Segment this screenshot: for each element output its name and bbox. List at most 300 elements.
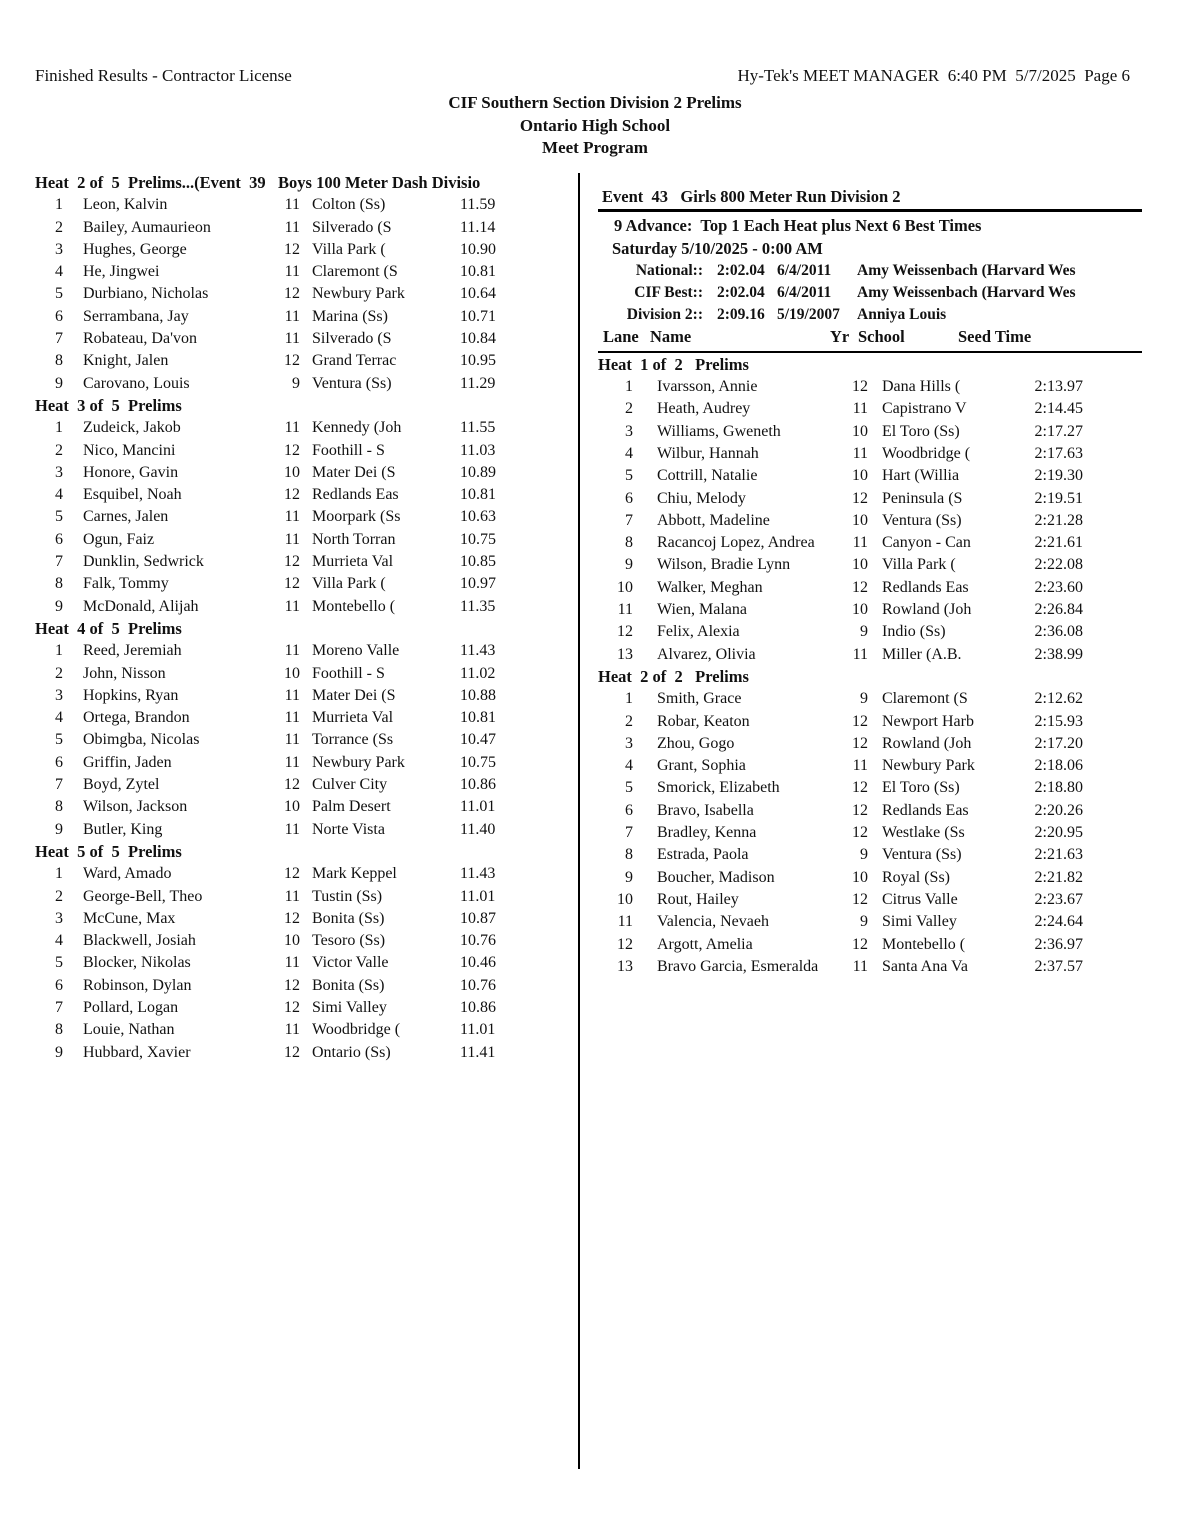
seed-time: 10.86	[460, 776, 496, 794]
heat-title: Heat 3 of 5 Prelims	[35, 395, 182, 415]
seed-time: 10.89	[460, 463, 496, 481]
school-name: Montebello (	[882, 935, 966, 953]
seed-time: 2:36.97	[1034, 935, 1083, 953]
school-name: Bonita (Ss)	[312, 909, 385, 927]
seed-time: 2:15.93	[1034, 712, 1083, 730]
table-row	[598, 644, 1142, 666]
school-name: Rowland (Joh	[882, 601, 972, 619]
athlete-name: Pollard, Logan	[83, 998, 179, 1016]
lane-number: 8	[55, 798, 63, 816]
event-header-rule	[598, 209, 1142, 212]
athlete-year: 11	[852, 757, 868, 775]
athlete-year: 12	[284, 909, 300, 927]
athlete-name: Louie, Nathan	[83, 1021, 175, 1039]
table-row	[35, 551, 579, 573]
school-name: Colton (Ss)	[312, 196, 386, 214]
lane-number: 5	[55, 731, 63, 749]
table-row	[35, 328, 579, 350]
athlete-year: 12	[852, 489, 868, 507]
school-name: North Torran	[312, 530, 396, 548]
lane-number: 4	[625, 444, 633, 462]
seed-time: 2:21.61	[1034, 534, 1083, 552]
table-row	[35, 239, 579, 261]
seed-time: 10.76	[460, 932, 496, 950]
athlete-name: McCune, Max	[83, 909, 176, 927]
seed-time: 10.88	[460, 686, 496, 704]
athlete-name: Knight, Jalen	[83, 352, 169, 370]
lane-number: 1	[625, 690, 633, 708]
lane-number: 9	[55, 820, 63, 838]
lane-number: 6	[55, 753, 63, 771]
lane-number: 12	[617, 935, 633, 953]
lane-number: 8	[55, 1021, 63, 1039]
athlete-name: Blackwell, Josiah	[83, 932, 196, 950]
table-row	[598, 532, 1142, 554]
school-name: Simi Valley	[312, 998, 387, 1016]
lane-number: 1	[55, 865, 63, 883]
school-name: Marina (Ss)	[312, 307, 388, 325]
seed-time: 11.14	[460, 218, 496, 236]
seed-time: 10.97	[460, 575, 496, 593]
school-name: Indio (Ss)	[882, 623, 946, 641]
athlete-year: 12	[852, 824, 868, 842]
athlete-name: Blocker, Nikolas	[83, 954, 191, 972]
school-name: Newbury Park	[312, 753, 405, 771]
table-row	[35, 1042, 579, 1064]
table-row	[35, 796, 579, 818]
athlete-name: Bradley, Kenna	[657, 824, 757, 842]
athlete-name: Ogun, Faiz	[83, 530, 155, 548]
lane-number: 3	[625, 422, 633, 440]
table-header-rule	[598, 351, 1142, 353]
seed-time: 2:21.82	[1034, 868, 1083, 886]
athlete-year: 11	[284, 419, 300, 437]
table-row	[598, 867, 1142, 889]
table-row	[35, 506, 579, 528]
athlete-name: Carovano, Louis	[83, 374, 190, 392]
school-name: Norte Vista	[312, 820, 385, 838]
seed-time: 2:13.97	[1034, 378, 1083, 396]
lane-number: 4	[55, 486, 63, 504]
table-row	[35, 417, 579, 439]
athlete-year: 11	[284, 218, 300, 236]
athlete-name: Durbiano, Nicholas	[83, 285, 209, 303]
athlete-name: Estrada, Paola	[657, 846, 749, 864]
seed-time: 2:36.08	[1034, 623, 1083, 641]
record-holder: Anniya Louis	[857, 306, 947, 324]
athlete-name: Racancoj Lopez, Andrea	[657, 534, 815, 552]
school-name: Moorpark (Ss	[312, 508, 401, 526]
table-row	[598, 599, 1142, 621]
athlete-year: 10	[284, 798, 300, 816]
athlete-year: 11	[852, 957, 868, 975]
athlete-name: Obimgba, Nicolas	[83, 731, 200, 749]
seed-time: 2:22.08	[1034, 556, 1083, 574]
school-name: Redlands Eas	[312, 486, 399, 504]
event-header: Event 43 Girls 800 Meter Run Division 2	[602, 187, 901, 206]
school-name: Ventura (Ss)	[882, 846, 962, 864]
athlete-name: Griffin, Jaden	[83, 753, 172, 771]
table-row	[35, 752, 579, 774]
athlete-year: 11	[284, 307, 300, 325]
lane-number: 5	[625, 467, 633, 485]
athlete-name: Zhou, Gogo	[657, 734, 735, 752]
table-row	[35, 194, 579, 216]
col-school: School	[858, 326, 905, 346]
school-name: Torrance (Ss	[312, 731, 394, 749]
school-name: Woodbridge (	[882, 444, 971, 462]
athlete-name: Chiu, Melody	[657, 489, 746, 507]
lane-number: 5	[55, 285, 63, 303]
athlete-year: 11	[284, 530, 300, 548]
athlete-year: 11	[852, 444, 868, 462]
athlete-name: Alvarez, Olivia	[657, 645, 756, 663]
table-row	[35, 663, 579, 685]
lane-number: 3	[625, 734, 633, 752]
table-row	[35, 930, 579, 952]
athlete-year: 10	[852, 868, 868, 886]
athlete-name: Wilson, Bradie Lynn	[657, 556, 791, 574]
athlete-year: 12	[284, 240, 300, 258]
athlete-name: Robar, Keaton	[657, 712, 750, 730]
athlete-name: Boyd, Zytel	[83, 776, 160, 794]
lane-number: 5	[625, 779, 633, 797]
school-name: Citrus Valle	[882, 890, 958, 908]
document-titles	[0, 92, 1190, 160]
school-name: Montebello (	[312, 597, 396, 615]
athlete-year: 12	[284, 776, 300, 794]
seed-time: 10.86	[460, 998, 496, 1016]
athlete-year: 12	[852, 890, 868, 908]
table-row	[598, 577, 1142, 599]
table-row	[35, 886, 579, 908]
seed-time: 2:18.80	[1034, 779, 1083, 797]
lane-number: 13	[617, 957, 633, 975]
table-row	[35, 819, 579, 841]
athlete-year: 11	[852, 534, 868, 552]
school-name: Rowland (Joh	[882, 734, 972, 752]
table-row	[35, 283, 579, 305]
seed-time: 2:21.63	[1034, 846, 1083, 864]
table-row	[35, 975, 579, 997]
license-text: Finished Results - Contractor License	[35, 66, 292, 85]
school-name: Westlake (Ss	[882, 824, 965, 842]
school-name: Miller (A.B.	[882, 645, 962, 663]
table-row	[598, 554, 1142, 576]
seed-time: 2:23.67	[1034, 890, 1083, 908]
school-name: Redlands Eas	[882, 578, 969, 596]
school-name: Foothill - S	[312, 441, 385, 459]
lane-number: 9	[55, 374, 63, 392]
athlete-year: 12	[852, 378, 868, 396]
athlete-name: Abbott, Madeline	[657, 511, 770, 529]
athlete-name: Hopkins, Ryan	[83, 686, 179, 704]
athlete-year: 11	[852, 400, 868, 418]
lane-number: 4	[55, 263, 63, 281]
seed-time: 10.76	[460, 976, 496, 994]
lane-number: 2	[55, 664, 63, 682]
seed-time: 2:19.30	[1034, 467, 1083, 485]
table-row	[35, 373, 579, 395]
table-row	[598, 822, 1142, 844]
seed-time: 2:20.95	[1034, 824, 1083, 842]
seed-time: 11.41	[460, 1043, 496, 1061]
heat-title: Heat 1 of 2 Prelims	[598, 354, 749, 374]
school-name: Santa Ana Va	[882, 957, 968, 975]
lane-number: 11	[617, 601, 633, 619]
record-holder: Amy Weissenbach (Harvard Wes	[857, 284, 1076, 302]
seed-time: 2:19.51	[1034, 489, 1083, 507]
lane-number: 8	[55, 352, 63, 370]
school-name: Murrieta Val	[312, 553, 394, 571]
lane-number: 13	[617, 645, 633, 663]
record-mark: 2:02.04	[717, 284, 765, 302]
athlete-name: Butler, King	[83, 820, 163, 838]
lane-number: 10	[617, 890, 633, 908]
athlete-name: Esquibel, Noah	[83, 486, 182, 504]
table-row	[35, 261, 579, 283]
col-yr: Yr	[830, 326, 850, 346]
lane-number: 2	[625, 400, 633, 418]
record-mark: 2:09.16	[717, 306, 765, 324]
app-timestamp-text: Hy-Tek's MEET MANAGER 6:40 PM 5/7/2025 Page 6	[737, 66, 1130, 85]
school-name: El Toro (Ss)	[882, 779, 960, 797]
athlete-name: Robinson, Dylan	[83, 976, 192, 994]
lane-number: 9	[55, 597, 63, 615]
table-row	[598, 733, 1142, 755]
seed-time: 2:17.63	[1034, 444, 1083, 462]
record-holder: Amy Weissenbach (Harvard Wes	[857, 261, 1076, 279]
school-name: Hart (Willia	[882, 467, 960, 485]
seed-time: 2:20.26	[1034, 801, 1083, 819]
seed-time: 10.84	[460, 330, 496, 348]
lane-number: 1	[55, 196, 63, 214]
record-row	[598, 282, 1142, 304]
athlete-name: Grant, Sophia	[657, 757, 746, 775]
athlete-year: 11	[284, 709, 300, 727]
table-row	[35, 685, 579, 707]
athlete-year: 11	[284, 820, 300, 838]
lane-number: 2	[625, 712, 633, 730]
athlete-name: Leon, Kalvin	[83, 196, 168, 214]
seed-time: 11.02	[460, 664, 496, 682]
school-name: Villa Park (	[312, 575, 386, 593]
athlete-year: 12	[284, 998, 300, 1016]
lane-number: 1	[55, 419, 63, 437]
athlete-year: 12	[852, 734, 868, 752]
athlete-year: 10	[852, 511, 868, 529]
col-lane: Lane	[603, 326, 639, 346]
lane-number: 1	[55, 642, 63, 660]
athlete-name: George-Bell, Theo	[83, 887, 203, 905]
athlete-year: 12	[284, 352, 300, 370]
col-seed-time: Seed Time	[958, 326, 1032, 346]
athlete-name: Ortega, Brandon	[83, 709, 190, 727]
table-row	[598, 755, 1142, 777]
athlete-name: Wien, Malana	[657, 601, 747, 619]
seed-time: 10.95	[460, 352, 496, 370]
seed-time: 2:14.45	[1034, 400, 1083, 418]
records-block	[598, 260, 1142, 327]
lane-number: 8	[55, 575, 63, 593]
table-row	[35, 997, 579, 1019]
lane-number: 7	[55, 553, 63, 571]
document-type: Meet Program	[542, 138, 648, 157]
athlete-year: 11	[284, 263, 300, 281]
athlete-year: 12	[284, 575, 300, 593]
athlete-name: Bravo Garcia, Esmeralda	[657, 957, 819, 975]
lane-number: 5	[55, 508, 63, 526]
lane-number: 6	[55, 976, 63, 994]
athlete-year: 12	[284, 553, 300, 571]
athlete-year: 9	[860, 623, 868, 641]
table-row	[35, 863, 579, 885]
athlete-year: 10	[284, 664, 300, 682]
lane-number: 5	[55, 954, 63, 972]
athlete-year: 9	[860, 690, 868, 708]
seed-time: 11.43	[460, 642, 496, 660]
school-name: Dana Hills (	[882, 378, 961, 396]
seed-time: 2:24.64	[1034, 913, 1083, 931]
school-name: Foothill - S	[312, 664, 385, 682]
athlete-year: 12	[852, 935, 868, 953]
school-name: Moreno Valle	[312, 642, 400, 660]
athlete-year: 10	[852, 467, 868, 485]
lane-number: 7	[625, 824, 633, 842]
athlete-name: Robateau, Da'von	[83, 330, 197, 348]
table-row	[598, 688, 1142, 710]
athlete-name: Ward, Amado	[83, 865, 172, 883]
athlete-name: Reed, Jeremiah	[83, 642, 182, 660]
school-name: Victor Valle	[312, 954, 389, 972]
school-name: Newport Harb	[882, 712, 974, 730]
seed-time: 10.75	[460, 530, 496, 548]
lane-number: 7	[55, 776, 63, 794]
athlete-year: 10	[284, 463, 300, 481]
seed-time: 10.75	[460, 753, 496, 771]
school-name: Canyon - Can	[882, 534, 971, 552]
school-name: Murrieta Val	[312, 709, 394, 727]
athlete-year: 12	[284, 976, 300, 994]
athlete-year: 12	[284, 1043, 300, 1061]
lane-number: 4	[625, 757, 633, 775]
athlete-year: 10	[852, 422, 868, 440]
athlete-year: 9	[860, 913, 868, 931]
athlete-name: Hughes, George	[83, 240, 187, 258]
lane-number: 7	[625, 511, 633, 529]
athlete-year: 9	[860, 846, 868, 864]
heat-title: Heat 4 of 5 Prelims	[35, 618, 182, 638]
seed-time: 2:37.57	[1034, 957, 1083, 975]
school-name: Claremont (S	[882, 690, 968, 708]
table-row	[598, 777, 1142, 799]
seed-time: 11.01	[460, 887, 496, 905]
lane-number: 6	[625, 801, 633, 819]
school-name: Ventura (Ss)	[882, 511, 962, 529]
school-name: Royal (Ss)	[882, 868, 950, 886]
athlete-year: 12	[284, 486, 300, 504]
record-label: CIF Best::	[634, 284, 703, 302]
seed-time: 11.01	[460, 798, 496, 816]
athlete-name: Bravo, Isabella	[657, 801, 754, 819]
athlete-year: 11	[284, 508, 300, 526]
lane-number: 9	[625, 556, 633, 574]
lane-number: 3	[55, 463, 63, 481]
lane-number: 9	[625, 868, 633, 886]
table-row	[598, 956, 1142, 978]
school-name: Mark Keppel	[312, 865, 397, 883]
seed-time: 11.40	[460, 820, 496, 838]
col-name: Name	[650, 326, 692, 346]
lane-number: 8	[625, 534, 633, 552]
athlete-name: Ivarsson, Annie	[657, 378, 758, 396]
lane-number: 2	[55, 887, 63, 905]
event-schedule: Saturday 5/10/2025 - 0:00 AM	[612, 238, 823, 258]
table-row	[35, 484, 579, 506]
seed-time: 10.64	[460, 285, 496, 303]
table-row	[598, 443, 1142, 465]
school-name: Newbury Park	[882, 757, 975, 775]
record-row	[598, 304, 1142, 326]
lane-number: 3	[55, 909, 63, 927]
lane-number: 2	[55, 218, 63, 236]
record-date: 6/4/2011	[777, 284, 832, 302]
lane-number: 6	[55, 530, 63, 548]
seed-time: 10.90	[460, 240, 496, 258]
athlete-name: Rout, Hailey	[657, 890, 739, 908]
table-row	[35, 640, 579, 662]
record-date: 6/4/2011	[777, 261, 832, 279]
school-name: Newbury Park	[312, 285, 405, 303]
athlete-name: Smith, Grace	[657, 690, 742, 708]
record-label: Division 2::	[626, 306, 703, 324]
athlete-year: 12	[284, 441, 300, 459]
seed-time: 2:18.06	[1034, 757, 1083, 775]
school-name: Mater Dei (S	[312, 686, 396, 704]
table-row	[35, 774, 579, 796]
host-school: Ontario High School	[519, 115, 671, 135]
athlete-name: He, Jingwei	[83, 263, 160, 281]
athlete-year: 12	[852, 779, 868, 797]
lane-number: 6	[55, 307, 63, 325]
event-43-heats	[598, 354, 1142, 978]
seed-time: 2:26.84	[1034, 601, 1083, 619]
record-date: 5/19/2007	[777, 306, 840, 324]
athlete-year: 10	[852, 601, 868, 619]
lane-number: 3	[55, 240, 63, 258]
lane-number: 1	[625, 378, 633, 396]
seed-time: 2:17.27	[1034, 422, 1083, 440]
athlete-year: 12	[284, 285, 300, 303]
table-row	[35, 1019, 579, 1041]
athlete-name: Serrambana, Jay	[83, 307, 189, 325]
table-row	[35, 529, 579, 551]
school-name: Capistrano V	[882, 400, 967, 418]
table-row	[35, 908, 579, 930]
record-mark: 2:02.04	[717, 261, 765, 279]
school-name: Palm Desert	[312, 798, 391, 816]
school-name: Kennedy (Joh	[312, 419, 402, 437]
athlete-year: 12	[852, 578, 868, 596]
athlete-name: Walker, Meghan	[657, 578, 763, 596]
school-name: Bonita (Ss)	[312, 976, 385, 994]
seed-time: 10.63	[460, 508, 496, 526]
athlete-name: Bailey, Aumaurieon	[83, 218, 211, 236]
athlete-name: Nico, Mancini	[83, 441, 176, 459]
event-39-column	[35, 172, 579, 1064]
athlete-year: 12	[852, 712, 868, 730]
athlete-name: John, Nisson	[83, 664, 166, 682]
